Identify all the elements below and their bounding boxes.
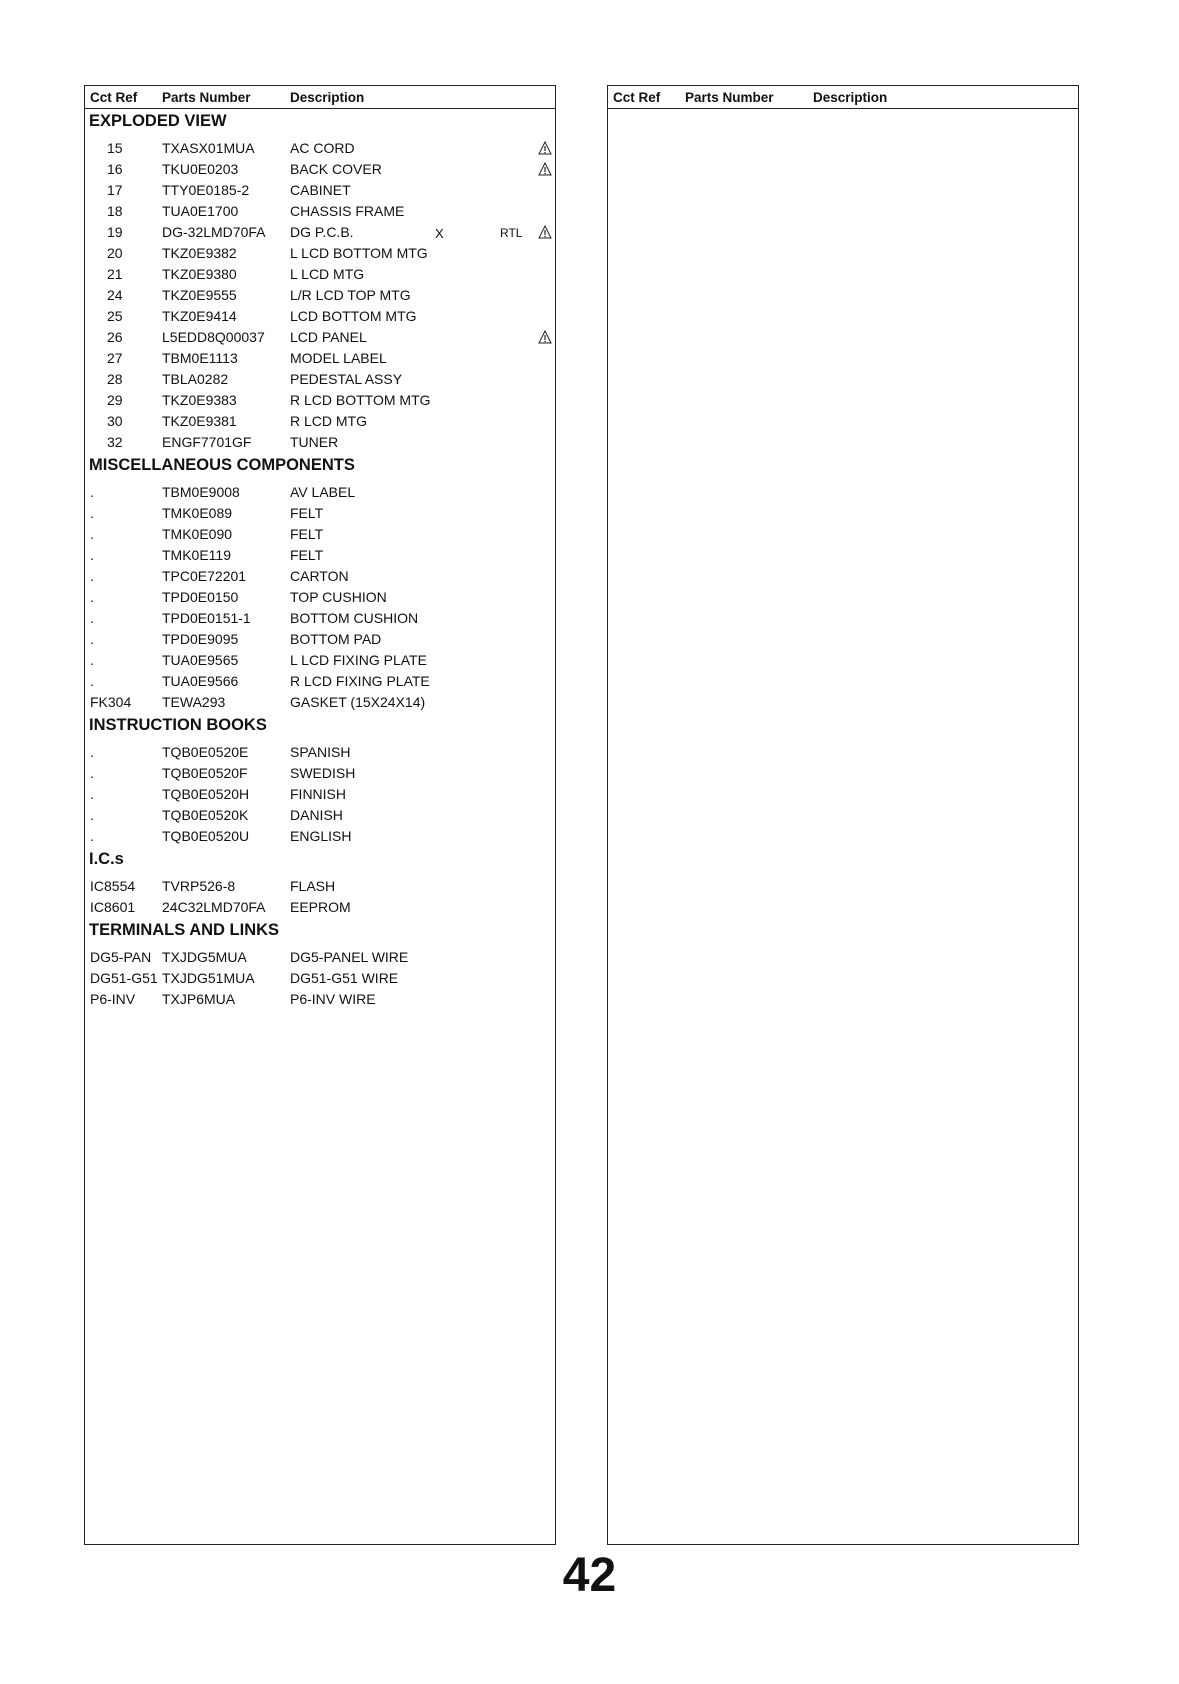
cct-ref-cell: 26	[107, 329, 123, 345]
parts-number-cell: TEWA293	[162, 694, 226, 710]
parts-list-right-panel	[607, 85, 1079, 1545]
sections-container	[85, 109, 555, 1010]
parts-number-cell: TKZ0E9382	[162, 245, 237, 261]
parts-number-cell: TKZ0E9555	[162, 287, 237, 303]
description-cell: L LCD FIXING PLATE	[290, 652, 427, 668]
table-row	[85, 138, 555, 159]
cct-ref-cell: .	[90, 765, 94, 781]
parts-number-cell: TXJDG51MUA	[162, 970, 255, 986]
cct-ref-cell: .	[90, 652, 94, 668]
table-row	[85, 390, 555, 411]
parts-number-cell: 24C32LMD70FA	[162, 899, 266, 915]
cct-ref-cell: .	[90, 505, 94, 521]
parts-number-cell: TKZ0E9414	[162, 308, 237, 324]
parts-number-cell: TMK0E089	[162, 505, 233, 521]
parts-number-cell: L5EDD8Q00037	[162, 329, 265, 345]
description-cell: TOP CUSHION	[290, 589, 387, 605]
table-row	[85, 947, 555, 968]
section-title: TERMINALS AND LINKS	[89, 921, 280, 939]
description-cell: PEDESTAL ASSY	[290, 371, 403, 387]
parts-number-cell: TUA0E9566	[162, 673, 239, 689]
table-row	[85, 826, 555, 847]
parts-number-cell: TXJP6MUA	[162, 991, 236, 1007]
table-row	[85, 608, 555, 629]
parts-number-cell: TKZ0E9381	[162, 413, 237, 429]
description-cell: L LCD MTG	[290, 266, 365, 282]
cct-ref-cell: .	[90, 807, 94, 823]
cct-ref-cell: 24	[107, 287, 123, 303]
description-cell: FELT	[290, 526, 324, 542]
cct-ref-cell: 20	[107, 245, 123, 261]
x-mark-cell: X	[435, 226, 444, 241]
description-cell: R LCD MTG	[290, 413, 367, 429]
description-cell: FELT	[290, 547, 324, 563]
parts-number-cell: TPD0E9095	[162, 631, 239, 647]
table-row	[85, 306, 555, 327]
cct-ref-cell: .	[90, 610, 94, 626]
parts-list-left-panel	[84, 85, 556, 1545]
description-cell: MODEL LABEL	[290, 350, 387, 366]
table-row	[85, 692, 555, 713]
cct-ref-cell: .	[90, 828, 94, 844]
parts-number-cell: TXASX01MUA	[162, 140, 255, 156]
parts-number-cell: ENGF7701GF	[162, 434, 252, 450]
description-cell: FINNISH	[290, 786, 346, 802]
description-cell: DANISH	[290, 807, 343, 823]
parts-number-cell: TBM0E9008	[162, 484, 240, 500]
safety-warning-icon	[538, 162, 552, 176]
cct-ref-cell: 16	[107, 161, 123, 177]
description-cell: LCD BOTTOM MTG	[290, 308, 417, 324]
description-cell: CARTON	[290, 568, 349, 584]
description-cell: BOTTOM CUSHION	[290, 610, 419, 626]
table-row	[85, 876, 555, 897]
table-row	[85, 524, 555, 545]
table-row	[85, 742, 555, 763]
cct-ref-cell: .	[90, 631, 94, 647]
table-row	[85, 989, 555, 1010]
section-title: INSTRUCTION BOOKS	[89, 716, 267, 734]
cct-ref-cell: 29	[107, 392, 123, 408]
table-row	[85, 369, 555, 390]
cct-ref-cell: 19	[107, 224, 123, 240]
section-title: MISCELLANEOUS COMPONENTS	[89, 456, 355, 474]
cct-ref-cell: 30	[107, 413, 123, 429]
cct-ref-cell: .	[90, 568, 94, 584]
description-cell: TUNER	[290, 434, 339, 450]
table-row	[85, 285, 555, 306]
description-cell: CABINET	[290, 182, 351, 198]
table-row	[85, 180, 555, 201]
parts-number-cell: TBM0E1113	[162, 350, 238, 366]
parts-number-cell: TQB0E0520F	[162, 765, 248, 781]
table-row	[85, 650, 555, 671]
cct-ref-cell: .	[90, 484, 94, 500]
description-cell: EEPROM	[290, 899, 351, 915]
cct-ref-cell: .	[90, 547, 94, 563]
table-row	[85, 503, 555, 524]
description-cell: DG51-G51 WIRE	[290, 970, 399, 986]
cct-ref-cell: .	[90, 744, 94, 760]
table-row	[85, 159, 555, 180]
parts-number-cell: TKU0E0203	[162, 161, 239, 177]
section-title: I.C.s	[89, 850, 124, 868]
cct-ref-cell: .	[90, 526, 94, 542]
header-parts-number: Parts Number	[685, 90, 774, 105]
table-row	[85, 671, 555, 692]
parts-number-cell: TQB0E0520E	[162, 744, 249, 760]
cct-ref-cell: DG5-PAN	[90, 949, 152, 965]
description-cell: FLASH	[290, 878, 336, 894]
parts-number-cell: TQB0E0520U	[162, 828, 250, 844]
description-cell: SPANISH	[290, 744, 351, 760]
header-description: Description	[813, 90, 888, 105]
table-row	[85, 897, 555, 918]
description-cell: GASKET (15X24X14)	[290, 694, 426, 710]
parts-number-cell: TUA0E9565	[162, 652, 239, 668]
safety-warning-icon	[538, 330, 552, 344]
parts-number-cell: TMK0E119	[162, 547, 231, 563]
table-row	[85, 264, 555, 285]
table-row	[85, 201, 555, 222]
table-row	[85, 432, 555, 453]
table-row	[85, 566, 555, 587]
cct-ref-cell: .	[90, 589, 94, 605]
parts-number-cell: TVRP526-8	[162, 878, 236, 894]
parts-number-cell: TQB0E0520H	[162, 786, 250, 802]
cct-ref-cell: 32	[107, 434, 123, 450]
parts-number-cell: TPC0E72201	[162, 568, 247, 584]
parts-number-cell: TPD0E0151-1	[162, 610, 251, 626]
cct-ref-cell: 28	[107, 371, 123, 387]
parts-number-cell: TKZ0E9380	[162, 266, 237, 282]
description-cell: DG5-PANEL WIRE	[290, 949, 409, 965]
table-row	[85, 222, 555, 243]
cct-ref-cell: DG51-G51	[90, 970, 158, 986]
table-row	[85, 411, 555, 432]
table-row	[85, 968, 555, 989]
table-row	[85, 327, 555, 348]
table-header	[85, 86, 555, 109]
table-row	[85, 763, 555, 784]
page-number: 42	[562, 1549, 617, 1602]
description-cell: P6-INV WIRE	[290, 991, 376, 1007]
cct-ref-cell: 27	[107, 350, 123, 366]
parts-number-cell: TQB0E0520K	[162, 807, 249, 823]
description-cell: AV LABEL	[290, 484, 356, 500]
cct-ref-cell: 18	[107, 203, 123, 219]
cct-ref-cell: .	[90, 673, 94, 689]
cct-ref-cell: 17	[107, 182, 123, 198]
safety-warning-icon	[538, 225, 552, 239]
table-row	[85, 545, 555, 566]
description-cell: BACK COVER	[290, 161, 382, 177]
table-row	[85, 482, 555, 503]
description-cell: R LCD BOTTOM MTG	[290, 392, 431, 408]
header-cct-ref: Cct Ref	[613, 90, 661, 105]
description-cell: CHASSIS FRAME	[290, 203, 405, 219]
cct-ref-cell: 25	[107, 308, 123, 324]
header-parts-number: Parts Number	[162, 90, 251, 105]
safety-warning-icon	[538, 141, 552, 155]
description-cell: L LCD BOTTOM MTG	[290, 245, 428, 261]
parts-number-cell: TXJDG5MUA	[162, 949, 247, 965]
parts-number-cell: TPD0E0150	[162, 589, 239, 605]
parts-number-cell: TTY0E0185-2	[162, 182, 250, 198]
header-description: Description	[290, 90, 365, 105]
table-row	[85, 587, 555, 608]
cct-ref-cell: FK304	[90, 694, 132, 710]
cct-ref-cell: IC8554	[90, 878, 136, 894]
parts-number-cell: TUA0E1700	[162, 203, 239, 219]
cct-ref-cell: 15	[107, 140, 123, 156]
description-cell: SWEDISH	[290, 765, 356, 781]
rtl-cell: RTL	[500, 226, 523, 240]
description-cell: FELT	[290, 505, 324, 521]
cct-ref-cell: IC8601	[90, 899, 136, 915]
description-cell: LCD PANEL	[290, 329, 367, 345]
description-cell: BOTTOM PAD	[290, 631, 382, 647]
table-header	[608, 86, 1078, 109]
table-row	[85, 243, 555, 264]
description-cell: L/R LCD TOP MTG	[290, 287, 411, 303]
cct-ref-cell: .	[90, 786, 94, 802]
parts-number-cell: DG-32LMD70FA	[162, 224, 266, 240]
description-cell: ENGLISH	[290, 828, 352, 844]
table-row	[85, 348, 555, 369]
table-row	[85, 629, 555, 650]
description-cell: AC CORD	[290, 140, 355, 156]
parts-number-cell: TBLA0282	[162, 371, 229, 387]
header-cct-ref: Cct Ref	[90, 90, 138, 105]
parts-number-cell: TKZ0E9383	[162, 392, 237, 408]
section-title: EXPLODED VIEW	[89, 112, 227, 130]
parts-number-cell: TMK0E090	[162, 526, 233, 542]
cct-ref-cell: P6-INV	[90, 991, 136, 1007]
description-cell: DG P.C.B.	[290, 224, 354, 240]
table-row	[85, 784, 555, 805]
cct-ref-cell: 21	[107, 266, 123, 282]
description-cell: R LCD FIXING PLATE	[290, 673, 430, 689]
table-row	[85, 805, 555, 826]
